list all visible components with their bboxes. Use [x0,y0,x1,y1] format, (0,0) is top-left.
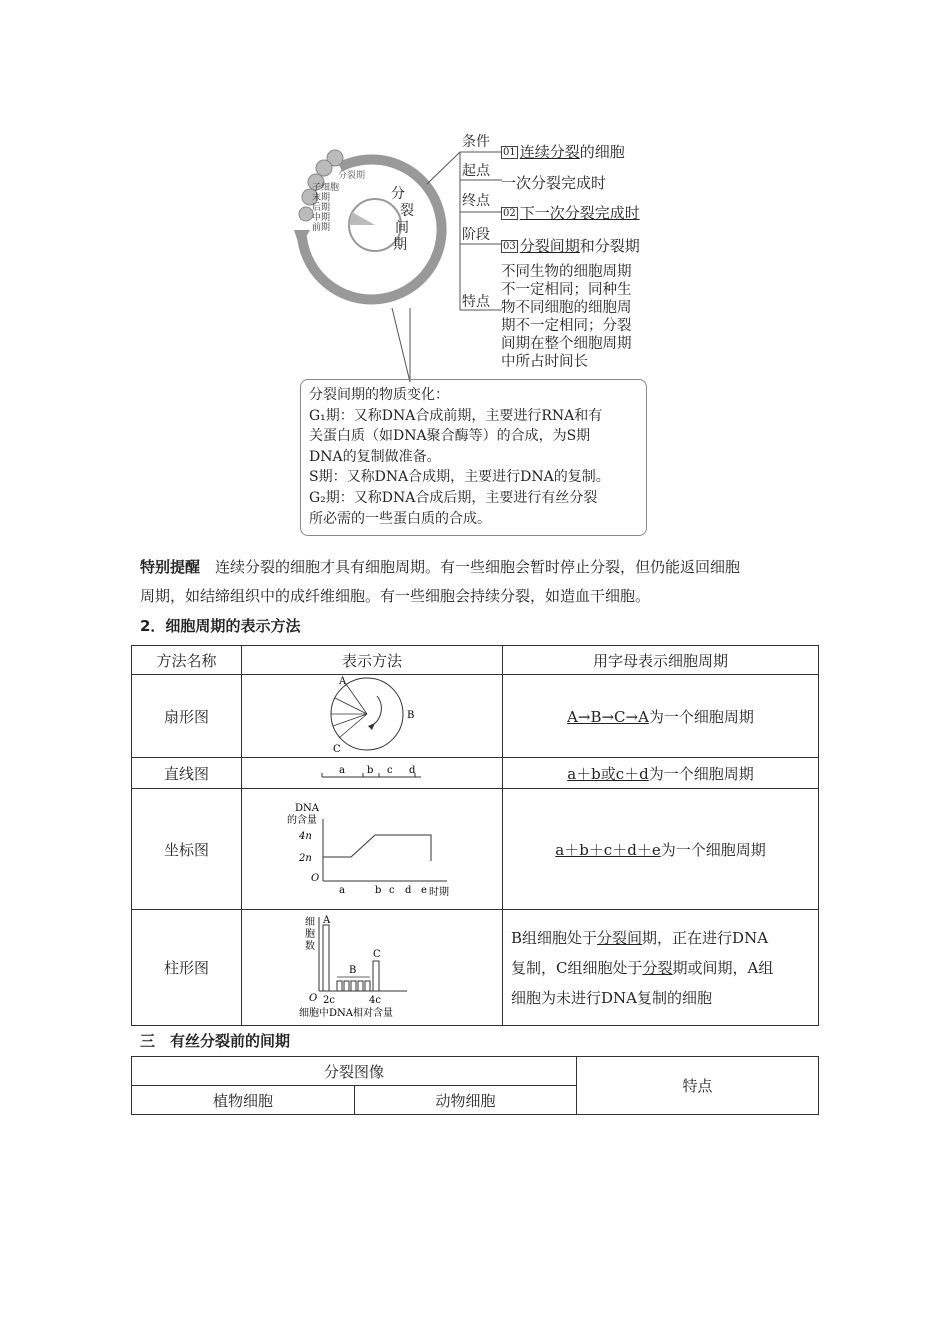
svg-text:数: 数 [305,940,315,952]
row-bar-figure [242,910,503,1026]
svg-text:4n: 4n [299,831,312,842]
branch-feature-value: 不同生物的细胞周期 不一定相同；同种生 物不同细胞的细胞周 期不一定相同；分裂 间期在整个细胞周期 中所占时间长 [501,264,632,370]
svg-text:B: B [349,964,357,976]
svg-text:2n: 2n [299,853,312,864]
header-division-image: 分裂图像 [132,1057,577,1086]
row-fan-name: 扇形图 [132,675,242,758]
svg-text:C: C [373,948,381,960]
svg-text:4c: 4c [369,994,381,1006]
line-label-a: a [339,765,345,776]
svg-text:2c: 2c [323,994,335,1006]
header-letter-cycle: 用字母表示细胞周期 [503,646,819,675]
phase-group-label: 分裂期 [338,171,366,181]
header-representation: 表示方法 [242,646,503,675]
svg-text:DNA: DNA [295,803,319,814]
svg-text:c: c [389,885,395,896]
bar-c [373,961,379,991]
tip-label: 特别提醒 [140,558,201,576]
coordinate-diagram [277,799,467,899]
note-line: 关蛋白质（如DNA聚合酶等）的合成，为S期 [309,428,591,445]
note-line: DNA的复制做准备。 [309,448,441,465]
header-method-name: 方法名称 [132,646,242,675]
line-label-b: b [367,765,374,776]
branch-stage: 阶段 [462,227,490,243]
svg-text:A: A [323,914,331,926]
header-animal-cell: 动物细胞 [355,1086,577,1115]
svg-text:d: d [405,885,412,896]
row-line-name: 直线图 [132,758,242,789]
svg-text:O: O [309,992,318,1004]
svg-text:的含量: 的含量 [287,815,317,826]
branch-end: 终点 [462,193,490,209]
fan-label-a: A [339,676,347,687]
row-bar-name: 柱形图 [132,910,242,1026]
svg-text:细: 细 [305,916,315,928]
svg-text:b: b [375,885,382,896]
interphase-note-box [300,379,647,536]
note-line: 所必需的一些蛋白质的合成。 [309,510,491,527]
branch-feature: 特点 [462,294,490,310]
row-fan-figure [242,675,503,758]
fan-diagram [317,676,427,756]
svg-text:细胞中DNA相对含量: 细胞中DNA相对含量 [299,1007,393,1019]
interphase-table [131,1056,819,1115]
branch-start: 起点 [462,163,490,179]
bar-diagram [277,913,467,1023]
svg-text:胞: 胞 [305,928,315,940]
svg-text:e: e [421,885,427,896]
note-line: S期：又称DNA合成期，主要进行DNA的复制。 [309,469,610,486]
header-feature: 特点 [577,1057,819,1115]
branch-stage-value: 03 分裂间期和分裂期 [503,237,640,255]
row-coord-figure [242,789,503,910]
line-diagram [317,762,427,784]
branch-connectors [380,130,510,390]
line-label-d: d [409,765,416,776]
row-line-answer: a＋b或c＋d为一个细胞周期 [503,758,819,789]
row-coord-answer: a＋b＋c＋d＋e为一个细胞周期 [503,789,819,910]
note-title: 分裂间期的物质变化： [309,387,449,403]
center-label: 分 裂 间 期 [391,186,414,253]
branch-end-value: 02 下一次分裂完成时 [503,204,640,222]
branch-condition [462,133,490,152]
note-line: G₁期：又称DNA合成前期，主要进行RNA和有 [309,407,603,424]
svg-text:O: O [311,873,320,884]
row-line-figure [242,758,503,789]
section-2-title: 2．细胞周期的表示方法 [140,617,301,635]
svg-text:时期: 时期 [429,887,449,898]
row-bar-answer: B组细胞处于分裂间期，正在进行DNA 复制，C组细胞处于分裂期或间期，A组 细胞为未进行DNA复制的细胞 [503,910,819,1026]
row-fan-answer: A→B→C→A为一个细胞周期 [503,675,819,758]
note-line: G₂期：又称DNA合成后期，主要进行有丝分裂 [309,489,598,506]
branch-start-value: 一次分裂完成时 [501,174,607,192]
branch-key: 条件 [462,134,490,150]
row-coord-name: 坐标图 [132,789,242,910]
section-3-title: 三 有丝分裂前的间期 [140,1032,291,1050]
line-label-c: c [387,765,393,776]
bar-a [323,925,329,991]
svg-text:a: a [339,885,345,896]
header-plant-cell: 植物细胞 [132,1086,355,1115]
branch-condition-value: 01 连续分裂的细胞 [503,143,625,161]
phase-labels: 子细胞 末期 后期 中期 前期 [312,183,340,233]
special-tip: 特别提醒 连续分裂的细胞才具有细胞周期。有一些细胞会暂时停止分裂，但仍能返回细胞 周期，如结缔组织中的成纤维细胞。有一些细胞会持续分裂，如造血干细胞。 [140,558,741,605]
fan-label-c: C [333,744,341,755]
fan-label-b: B [407,710,415,721]
cycle-representation-table [131,645,819,1026]
